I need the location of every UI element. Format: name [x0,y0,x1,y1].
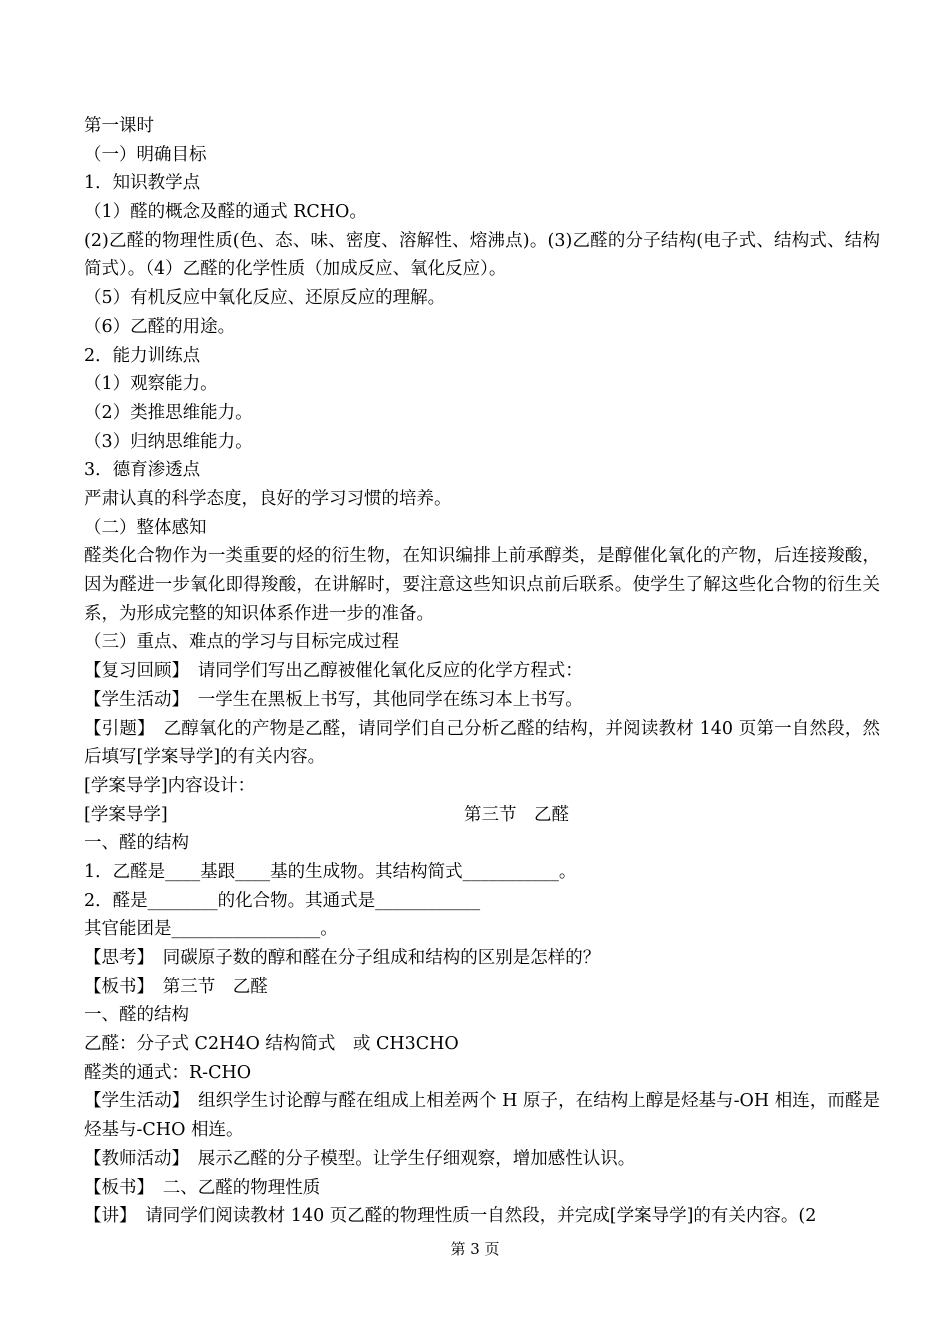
text-paragraph: 醛类化合物作为一类重要的烃的衍生物，在知识编排上前承醇类，是醇催化氧化的产物，后连接羧酸，因为醛进一步氧化即得羧酸，在讲解时，要注意这些知识点前后联系。使学生了解这些化合物的衍生关系，为形成完整的知识体系作进一步的准备。 [84,546,880,624]
text-line: 严肃认真的科学态度，良好的学习习惯的培养。 [84,488,452,509]
guide-header-row [84,801,880,830]
section-heading-goals: （一）明确目标 [84,144,207,165]
section-heading-process: （三）重点、难点的学习与目标完成过程 [84,632,399,653]
page-number: 第 3 页 [450,1240,500,1258]
text-line: [学案导学]内容设计： [84,775,256,796]
fill-blank-line: 1．乙醛是____基跟____基的生成物。其结构简式___________。 [84,861,577,882]
text-line: 【教师活动】 展示乙醛的分子模型。让学生仔细观察，增加感性认识。 [84,1148,636,1169]
fill-blank-line: 2．醛是________的化合物。其通式是____________ [84,890,481,911]
text-line: 【讲】 请同学们阅读教材 140 页乙醛的物理性质一自然段，并完成[学案导学]的有关内容。(2 [84,1206,817,1227]
guide-label: [学案导学] [84,804,168,825]
text-line: 【思考】 同碳原子数的醇和醛在分子组成和结构的区别是怎样的？ [84,948,601,969]
text-line: （1）观察能力。 [84,374,218,395]
text-paragraph: (2)乙醛的物理性质(色、态、味、密度、溶解性、熔沸点)。(3)乙醛的分子结构(电子式、结构式、结构简式）。（4）乙醛的化学性质（加成反应、氧化反应）。 [84,230,880,280]
subheading-moral: 3．德育渗透点 [84,460,201,481]
text-line: 乙醛：分子式 C2H4O 结构简式 或 CH3CHO [84,1034,459,1055]
text-line: 【板书】 第三节 乙醛 [84,976,268,997]
text-line: （6）乙醛的用途。 [84,316,236,337]
text-line: （5）有机反应中氧化反应、还原反应的理解。 [84,288,446,309]
document-body [84,112,880,1231]
subheading-ability: 2．能力训练点 [84,345,201,366]
text-line: 醛类的通式：R-CHO [84,1062,252,1083]
text-line: （1）醛的概念及醛的通式 RCHO。 [84,202,367,223]
text-line: 一、醛的结构 [84,833,189,854]
text-line: 【学生活动】 一学生在黑板上书写，其他同学在练习本上书写。 [84,689,583,710]
text-paragraph: 【学生活动】 组织学生讨论醇与醛在组成上相差两个 H 原子，在结构上醇是烃基与-OH 相连，而醛是烃基与-CHO 相连。 [84,1091,880,1141]
text-line: 【板书】 二、乙醛的物理性质 [84,1177,321,1198]
text-line: （2）类推思维能力。 [84,402,253,423]
text-line: （3）归纳思维能力。 [84,431,253,452]
guide-section-title: 第三节 乙醛 [464,804,569,825]
section-heading-overview: （二）整体感知 [84,517,207,538]
fill-blank-line: 其官能团是_________________。 [84,919,338,940]
text-line: 【复习回顾】 请同学们写出乙醇被催化氧化反应的化学方程式： [84,661,583,682]
text-line: 一、醛的结构 [84,1005,189,1026]
lesson-heading: 第一课时 [84,116,154,136]
subheading-knowledge: 1．知识教学点 [84,173,201,194]
text-paragraph: 【引题】 乙醇氧化的产物是乙醛，请同学们自己分析乙醛的结构，并阅读教材 140 页第一自然段，然后填写[学案导学]的有关内容。 [84,718,880,768]
